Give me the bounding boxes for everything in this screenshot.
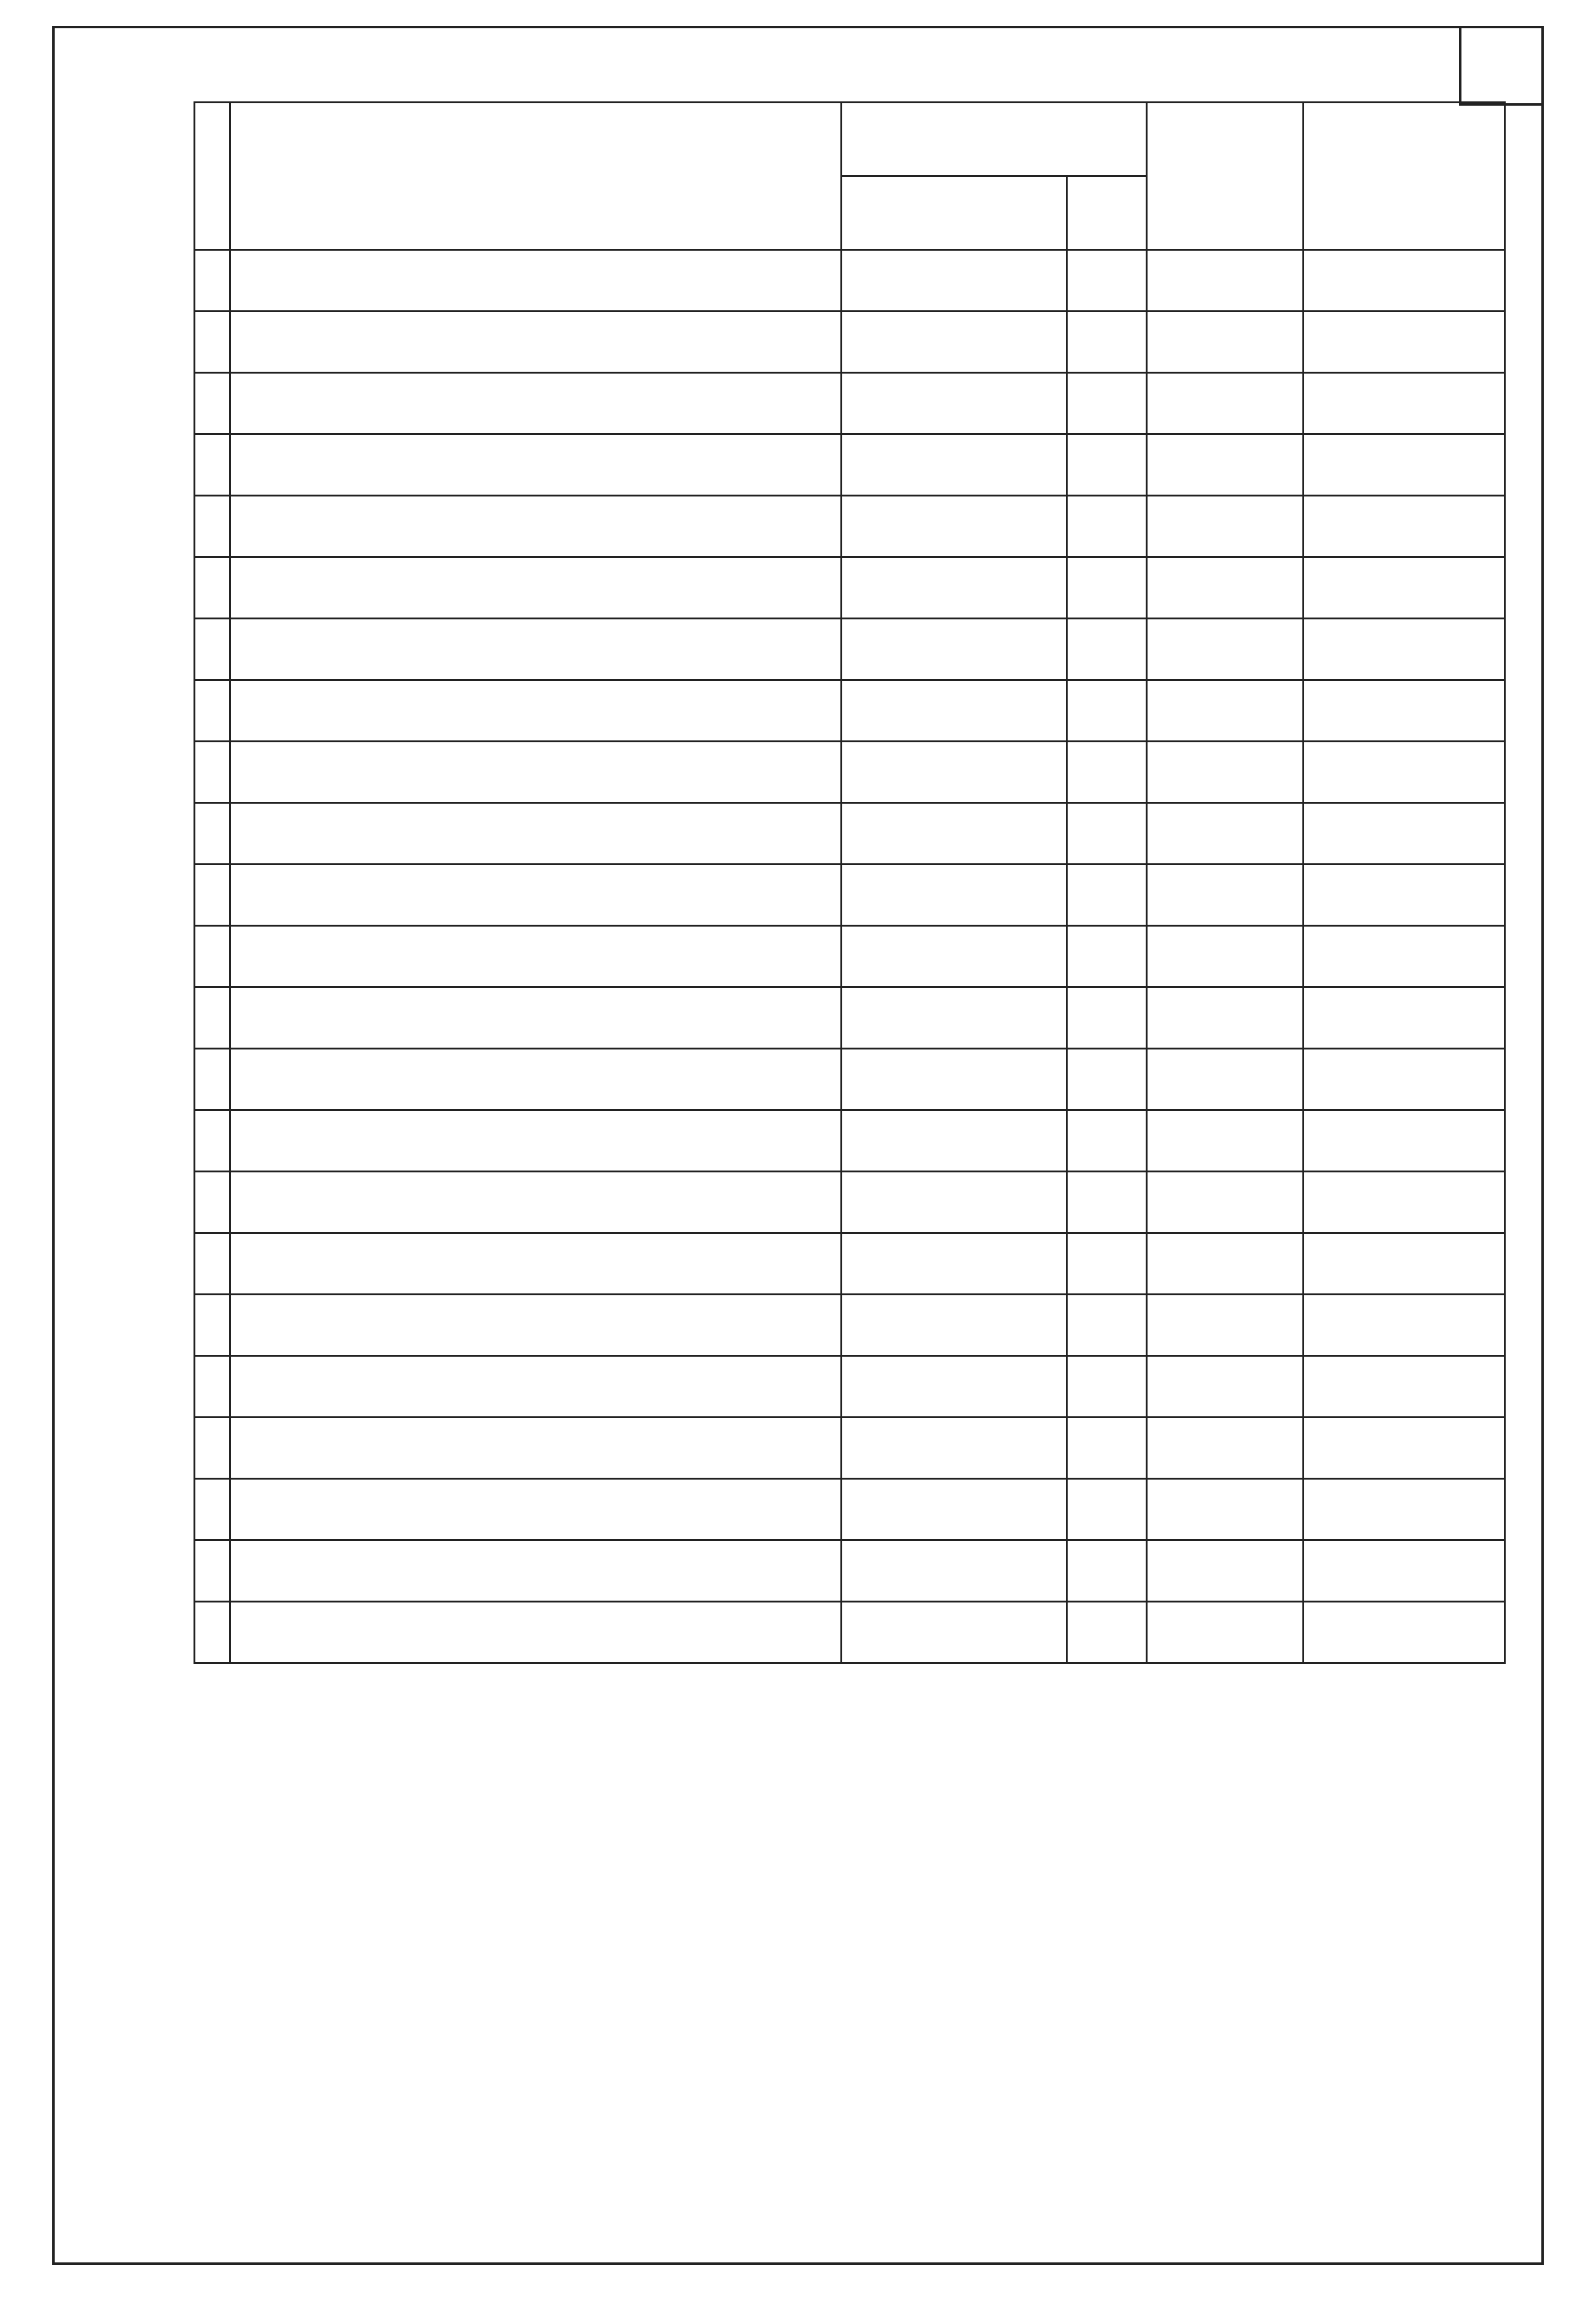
material-code [842,1479,1067,1540]
quantity [1147,312,1304,373]
row-number [195,496,230,557]
unit-code [1067,496,1147,557]
note-cell [1304,1295,1505,1356]
material-name [230,1479,842,1540]
material-code [842,619,1067,680]
material-code [842,803,1067,865]
row-number [195,926,230,987]
row-number [195,1540,230,1602]
quantity [1147,803,1304,865]
header-qty [1147,103,1304,250]
note-cell [1304,865,1505,926]
note-cell [1304,373,1505,434]
quantity [1147,557,1304,619]
table-row [195,1295,1505,1356]
note-cell [1304,926,1505,987]
header-note [1304,103,1505,250]
unit-code [1067,373,1147,434]
row-number [195,250,230,312]
unit-code [1067,680,1147,742]
unit-code [1067,1295,1147,1356]
table-row [195,1172,1505,1233]
table-row [195,496,1505,557]
quantity [1147,926,1304,987]
table-row [195,865,1505,926]
material-name [230,926,842,987]
row-number [195,865,230,926]
material-name [230,496,842,557]
material-name [230,803,842,865]
unit-code [1067,1602,1147,1663]
header-code [842,103,1147,176]
unit-code [1067,1049,1147,1110]
note-cell [1304,1356,1505,1418]
unit-code [1067,434,1147,496]
table-row [195,250,1505,312]
row-number [195,1479,230,1540]
material-code [842,1602,1067,1663]
table-row [195,619,1505,680]
header-row-number [195,103,230,250]
material-name [230,373,842,434]
material-name [230,312,842,373]
note-cell [1304,250,1505,312]
table-row [195,1540,1505,1602]
unit-code [1067,557,1147,619]
quantity [1147,987,1304,1049]
material-name [230,987,842,1049]
material-code [842,373,1067,434]
quantity [1147,496,1304,557]
material-name [230,1172,842,1233]
quantity [1147,742,1304,803]
quantity [1147,373,1304,434]
quantity [1147,1418,1304,1479]
row-number [195,742,230,803]
material-code [842,865,1067,926]
quantity [1147,865,1304,926]
unit-code [1067,1479,1147,1540]
material-code [842,496,1067,557]
unit-code [1067,1110,1147,1172]
note-cell [1304,1602,1505,1663]
row-number [195,619,230,680]
table-row [195,987,1505,1049]
quantity [1147,1356,1304,1418]
page-number [1459,26,1544,106]
material-name [230,1602,842,1663]
note-cell [1304,680,1505,742]
unit-code [1067,803,1147,865]
table-row [195,803,1505,865]
table-row [195,312,1505,373]
quantity [1147,1172,1304,1233]
row-number [195,312,230,373]
row-number [195,1602,230,1663]
material-code [842,1233,1067,1295]
material-name [230,865,842,926]
unit-code [1067,987,1147,1049]
material-code [842,1418,1067,1479]
material-code [842,1172,1067,1233]
materials-table-body [195,250,1505,1663]
material-name [230,557,842,619]
table-row [195,1049,1505,1110]
material-code [842,987,1067,1049]
note-cell [1304,557,1505,619]
row-number [195,373,230,434]
unit-code [1067,1540,1147,1602]
material-code [842,250,1067,312]
row-number [195,434,230,496]
unit-code [1067,1233,1147,1295]
note-cell [1304,987,1505,1049]
quantity [1147,1540,1304,1602]
row-number [195,1356,230,1418]
material-name [230,1540,842,1602]
quantity [1147,1602,1304,1663]
table-row [195,434,1505,496]
header-unit-code [1067,176,1147,250]
material-code [842,1049,1067,1110]
note-cell [1304,1418,1505,1479]
unit-code [1067,742,1147,803]
table-row [195,1356,1505,1418]
material-name [230,680,842,742]
row-number [195,1110,230,1172]
note-cell [1304,803,1505,865]
table-row [195,680,1505,742]
note-cell [1304,1479,1505,1540]
material-code [842,434,1067,496]
table-row [195,742,1505,803]
material-code [842,742,1067,803]
material-name [230,1418,842,1479]
material-code [842,1110,1067,1172]
unit-code [1067,619,1147,680]
unit-code [1067,1172,1147,1233]
quantity [1147,680,1304,742]
material-code [842,680,1067,742]
row-number [195,1049,230,1110]
table-row [195,1479,1505,1540]
header-name [230,103,842,250]
quantity [1147,1049,1304,1110]
row-number [195,557,230,619]
table-row [195,1110,1505,1172]
unit-code [1067,250,1147,312]
row-number [195,1233,230,1295]
material-name [230,1233,842,1295]
note-cell [1304,496,1505,557]
quantity [1147,619,1304,680]
material-code [842,1356,1067,1418]
material-name [230,434,842,496]
material-name [230,742,842,803]
material-code [842,926,1067,987]
note-cell [1304,1233,1505,1295]
material-name [230,1049,842,1110]
table-row [195,1418,1505,1479]
note-cell [1304,742,1505,803]
note-cell [1304,1172,1505,1233]
unit-code [1067,926,1147,987]
note-cell [1304,312,1505,373]
material-name [230,250,842,312]
quantity [1147,1479,1304,1540]
unit-code [1067,865,1147,926]
row-number [195,1418,230,1479]
note-cell [1304,1540,1505,1602]
quantity [1147,1110,1304,1172]
table-row [195,1602,1505,1663]
material-name [230,1356,842,1418]
note-cell [1304,619,1505,680]
row-number [195,1172,230,1233]
row-number [195,987,230,1049]
row-number [195,803,230,865]
unit-code [1067,1418,1147,1479]
note-cell [1304,1110,1505,1172]
material-code [842,312,1067,373]
note-cell [1304,434,1505,496]
material-name [230,1110,842,1172]
material-name [230,1295,842,1356]
material-code [842,1295,1067,1356]
header-material-code [842,176,1067,250]
table-row [195,557,1505,619]
material-code [842,557,1067,619]
row-number [195,1295,230,1356]
note-cell [1304,1049,1505,1110]
unit-code [1067,1356,1147,1418]
table-row [195,1233,1505,1295]
quantity [1147,1233,1304,1295]
material-code [842,1540,1067,1602]
unit-code [1067,312,1147,373]
quantity [1147,434,1304,496]
row-number [195,680,230,742]
material-name [230,619,842,680]
table-row [195,926,1505,987]
quantity [1147,1295,1304,1356]
table-row [195,373,1505,434]
materials-table [194,101,1506,1664]
quantity [1147,250,1304,312]
